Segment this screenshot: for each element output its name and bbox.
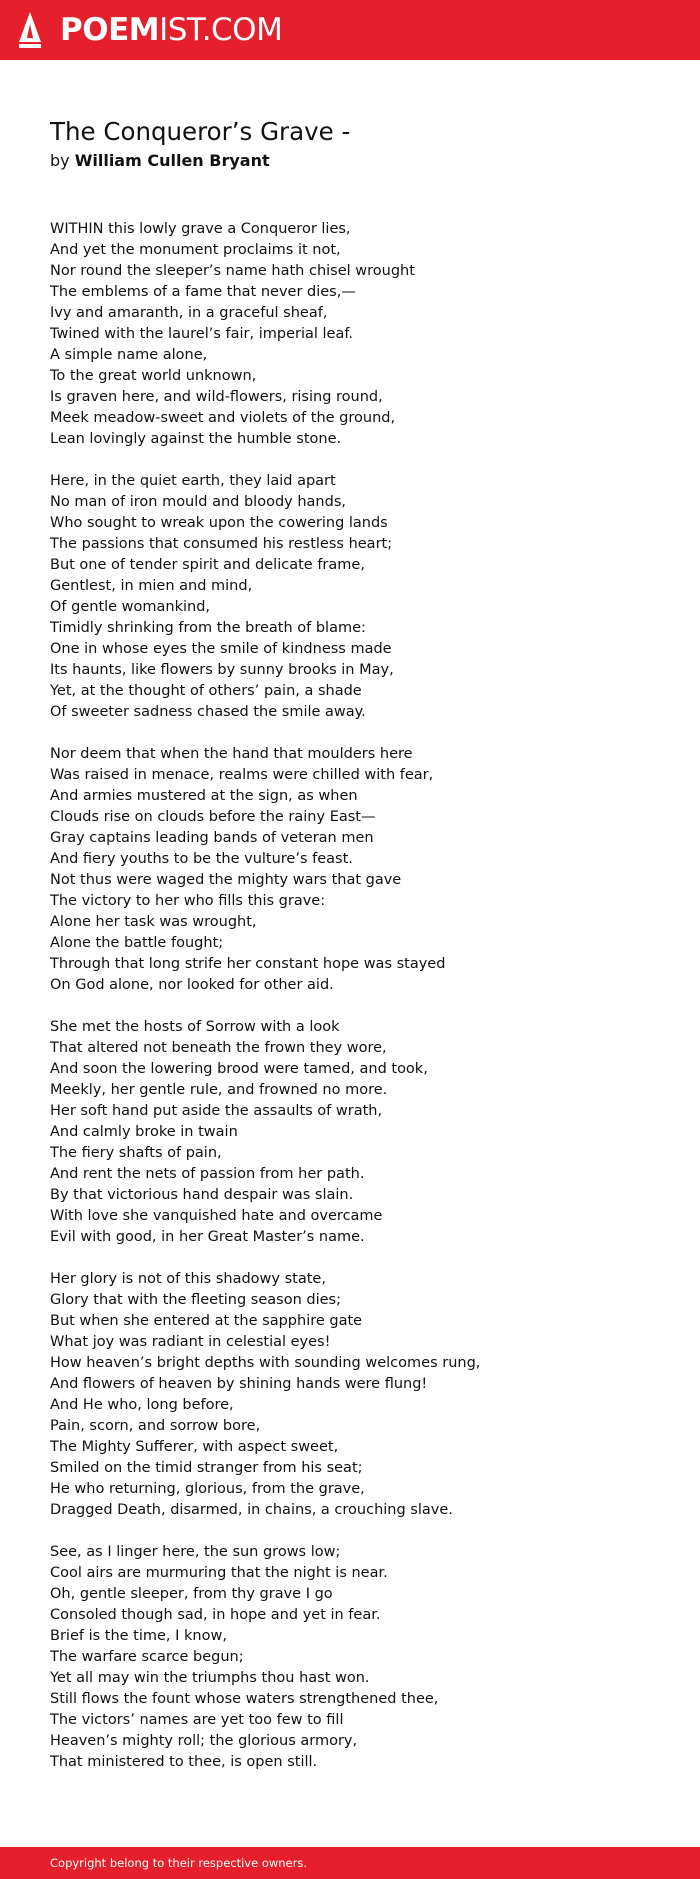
- poem-line: Her glory is not of this shadowy state,: [50, 1271, 326, 1287]
- poem-line: Alone her task was wrought,: [50, 914, 257, 930]
- poem-line: Cool airs are murmuring that the night is near.: [50, 1565, 388, 1581]
- poem-line: The warfare scarce begun;: [50, 1649, 244, 1665]
- poem-stanza: [50, 471, 660, 723]
- poem-line: By that victorious hand despair was slain.: [50, 1187, 354, 1203]
- poem-body: [50, 219, 660, 1773]
- poem-line: But one of tender spirit and delicate frame,: [50, 557, 365, 573]
- poem-byline: [50, 150, 660, 172]
- poem-line: With love she vanquished hate and overcame: [50, 1208, 383, 1224]
- poem-line: A simple name alone,: [50, 347, 208, 363]
- poem-line: Ivy and amaranth, in a graceful sheaf,: [50, 305, 328, 321]
- poem-stanza: [50, 1269, 660, 1521]
- poem-line: One in whose eyes the smile of kindness made: [50, 641, 392, 657]
- poem-line: Not thus were waged the mighty wars that gave: [50, 872, 402, 888]
- poem-line: See, as I linger here, the sun grows low;: [50, 1544, 341, 1560]
- poem-content: [50, 116, 660, 1794]
- poem-line: What joy was radiant in celestial eyes!: [50, 1334, 331, 1350]
- poem-line: But when she entered at the sapphire gate: [50, 1313, 363, 1329]
- poem-line: He who returning, glorious, from the grave,: [50, 1481, 365, 1497]
- poem-stanza: [50, 219, 660, 450]
- poem-line: Who sought to wreak upon the cowering lands: [50, 515, 388, 531]
- poem-stanza: [50, 1542, 660, 1773]
- poem-line: And yet the monument proclaims it not,: [50, 242, 341, 258]
- poem-line: The victors’ names are yet too few to fill: [50, 1712, 344, 1728]
- poem-line: Was raised in menace, realms were chilled with fear,: [50, 767, 434, 783]
- poem-line: Clouds rise on clouds before the rainy East—: [50, 809, 376, 825]
- poem-line: The passions that consumed his restless heart;: [50, 536, 393, 552]
- poem-line: And armies mustered at the sign, as when: [50, 788, 358, 804]
- poem-line: Gentlest, in mien and mind,: [50, 578, 253, 594]
- site-footer: [0, 1847, 700, 1879]
- poem-line: Gray captains leading bands of veteran men: [50, 830, 374, 846]
- poem-line: The emblems of a fame that never dies,—: [50, 284, 356, 300]
- poem-line: Glory that with the fleeting season dies;: [50, 1292, 341, 1308]
- poem-line: To the great world unknown,: [50, 368, 257, 384]
- site-brand: [60, 10, 282, 50]
- poem-line: Meekly, her gentle rule, and frowned no more.: [50, 1082, 388, 1098]
- poem-line: How heaven’s bright depths with sounding welcomes rung,: [50, 1355, 481, 1371]
- poem-line: Of gentle womankind,: [50, 599, 211, 615]
- brand-bold: POEM: [60, 12, 160, 48]
- poem-line: Here, in the quiet earth, they laid apart: [50, 473, 336, 489]
- poem-line: Nor round the sleeper’s name hath chisel wrought: [50, 263, 415, 279]
- poem-line: Alone the battle fought;: [50, 935, 224, 951]
- poem-line: Brief is the time, I know,: [50, 1628, 227, 1644]
- poem-line: Pain, scorn, and sorrow bore,: [50, 1418, 261, 1434]
- poem-line: Yet all may win the triumphs thou hast won.: [50, 1670, 370, 1686]
- site-logo[interactable]: [16, 10, 282, 50]
- poem-line: Through that long strife her constant hope was stayed: [50, 956, 446, 972]
- poem-line: Dragged Death, disarmed, in chains, a crouching slave.: [50, 1502, 453, 1518]
- poem-line: And He who, long before,: [50, 1397, 234, 1413]
- poem-line: And flowers of heaven by shining hands were flung!: [50, 1376, 428, 1392]
- poem-line: On God alone, nor looked for other aid.: [50, 977, 334, 993]
- site-header: [0, 0, 700, 60]
- poem-line: And soon the lowering brood were tamed, and took,: [50, 1061, 428, 1077]
- poem-line: Still flows the fount whose waters strengthened thee,: [50, 1691, 439, 1707]
- poem-line: WITHIN this lowly grave a Conqueror lies,: [50, 221, 351, 237]
- poem-line: And fiery youths to be the vulture’s feast.: [50, 851, 353, 867]
- pen-nib-icon: [16, 10, 44, 50]
- poem-line: Lean lovingly against the humble stone.: [50, 431, 342, 447]
- poem-line: And rent the nets of passion from her path.: [50, 1166, 365, 1182]
- by-label: by: [50, 151, 70, 170]
- poem-line: The Mighty Sufferer, with aspect sweet,: [50, 1439, 339, 1455]
- poem-line: Smiled on the timid stranger from his seat;: [50, 1460, 363, 1476]
- poem-line: The fiery shafts of pain,: [50, 1145, 222, 1161]
- poem-line: That altered not beneath the frown they wore,: [50, 1040, 387, 1056]
- poem-line: Of sweeter sadness chased the smile away.: [50, 704, 366, 720]
- poem-line: She met the hosts of Sorrow with a look: [50, 1019, 340, 1035]
- poem-line: Meek meadow-sweet and violets of the ground,: [50, 410, 396, 426]
- poem-line: Consoled though sad, in hope and yet in fear.: [50, 1607, 381, 1623]
- poem-line: Is graven here, and wild-flowers, rising round,: [50, 389, 383, 405]
- poem-line: Its haunts, like flowers by sunny brooks in May,: [50, 662, 394, 678]
- poem-line: Evil with good, in her Great Master’s name.: [50, 1229, 365, 1245]
- poem-author[interactable]: William Cullen Bryant: [74, 151, 270, 170]
- poem-stanza: [50, 1017, 660, 1248]
- poem-line: Yet, at the thought of others’ pain, a shade: [50, 683, 362, 699]
- poem-line: Nor deem that when the hand that moulders here: [50, 746, 413, 762]
- poem-line: Oh, gentle sleeper, from thy grave I go: [50, 1586, 333, 1602]
- poem-line: No man of iron mould and bloody hands,: [50, 494, 346, 510]
- poem-line: That ministered to thee, is open still.: [50, 1754, 318, 1770]
- poem-line: Her soft hand put aside the assaults of wrath,: [50, 1103, 383, 1119]
- copyright-notice: Copyright belong to their respective owners.: [50, 1856, 308, 1870]
- poem-stanza: [50, 744, 660, 996]
- poem-title: The Conqueror’s Grave -: [50, 117, 351, 146]
- poem-line: Heaven’s mighty roll; the glorious armory,: [50, 1733, 358, 1749]
- poem-line: Timidly shrinking from the breath of blame:: [50, 620, 366, 636]
- brand-light: IST.COM: [159, 12, 283, 48]
- poem-line: Twined with the laurel’s fair, imperial leaf.: [50, 326, 353, 342]
- poem-line: The victory to her who fills this grave:: [50, 893, 326, 909]
- poem-line: And calmly broke in twain: [50, 1124, 238, 1140]
